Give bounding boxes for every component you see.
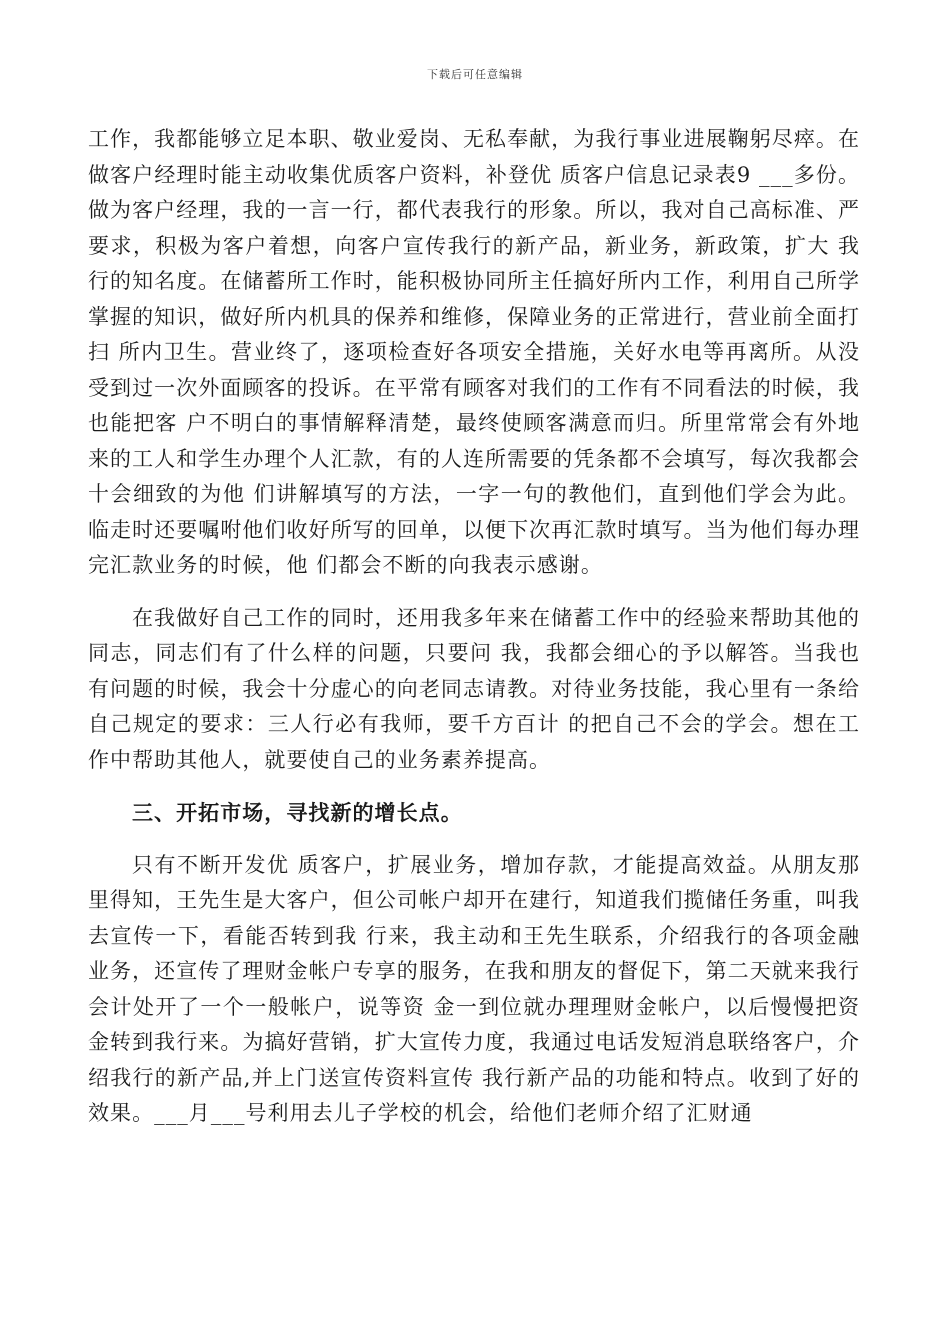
document-body	[88, 122, 860, 1132]
paragraph-gap	[88, 584, 860, 601]
header-note: 下载后可任意编辑	[427, 68, 523, 81]
paragraph-work-duties: 工作，我都能够立足本职、敬业爱岗、无私奉献，为我行事业进展鞠躬尽瘁。在做客户经理时能主动收集优质客户资料，补登优 质客户信息记录表9 ___多份。做为客户经理，我的一言一行，都代表我行的形象。所以，我对自己高标准、严要求，积极为客户着想，向客户宣传我行的新产品，新业务，新政策，扩大 我行的知名度。在储蓄所工作时，能积极协同所主任搞好所内工作，利用自己所学掌握的知识，做好所内机具的保养和维修，保障业务的正常进行，营业前全面打扫 所内卫生。营业终了，逐项检查好各项安全措施，关好水电等再离所。从没受到过一次外面顾客的投诉。在平常有顾客对我们的工作有不同看法的时候，我也能把客 户不明白的事情解释清楚，最终使顾客满意而归。所里常常会有外地来的工人和学生办理个人汇款，有的人连所需要的凭条都不会填写，每次我都会十会细致的为他 们讲解填写的方法，一字一句的教他们，直到他们学会为此。临走时还要嘱咐他们收好所写的回单，以便下次再汇款时填写。当为他们每办理完汇款业务的时候，他 们都会不断的向我表示感谢。	[88, 127, 860, 577]
paragraph-market-expansion: 只有不断开发优 质客户，扩展业务，增加存款，才能提高效益。从朋友那里得知，王先生是大客户，但公司帐户却开在建行，知道我们揽储任务重，叫我去宣传一下，看能否转到我 行来，我主动和王先生联系，介绍我行的各项金融业务，还宣传了理财金帐户专享的服务，在我和朋友的督促下，第二天就来我行会计处开了一个一般帐户，说等资 金一到位就办理理财金帐户，以后慢慢把资金转到我行来。为搞好营销，扩大宣传力度，我通过电话发短消息联络客户，介绍我行的新产品,并上门送宣传资料宣传 我行新产品的功能和特点。收到了好的效果。___月___号利用去儿子学校的机会，给他们老师介绍了汇财通	[88, 852, 860, 1125]
paragraph-helping-colleagues: 在我做好自己工作的同时，还用我多年来在储蓄工作中的经验来帮助其他的同志，同志们有了什么样的问题，只要问 我，我都会细心的予以解答。当我也有问题的时候，我会十分虚心的向老同志请教。对待业务技能，我心里有一条给自己规定的要求：三人行必有我师，要千方百计 的把自己不会的学会。想在工作中帮助其他人，就要使自己的业务素养提高。	[88, 605, 860, 772]
section-heading-market: 三、开拓市场，寻找新的增长点。	[132, 800, 463, 825]
paragraph-gap	[88, 831, 860, 848]
paragraph-gap	[88, 778, 860, 795]
